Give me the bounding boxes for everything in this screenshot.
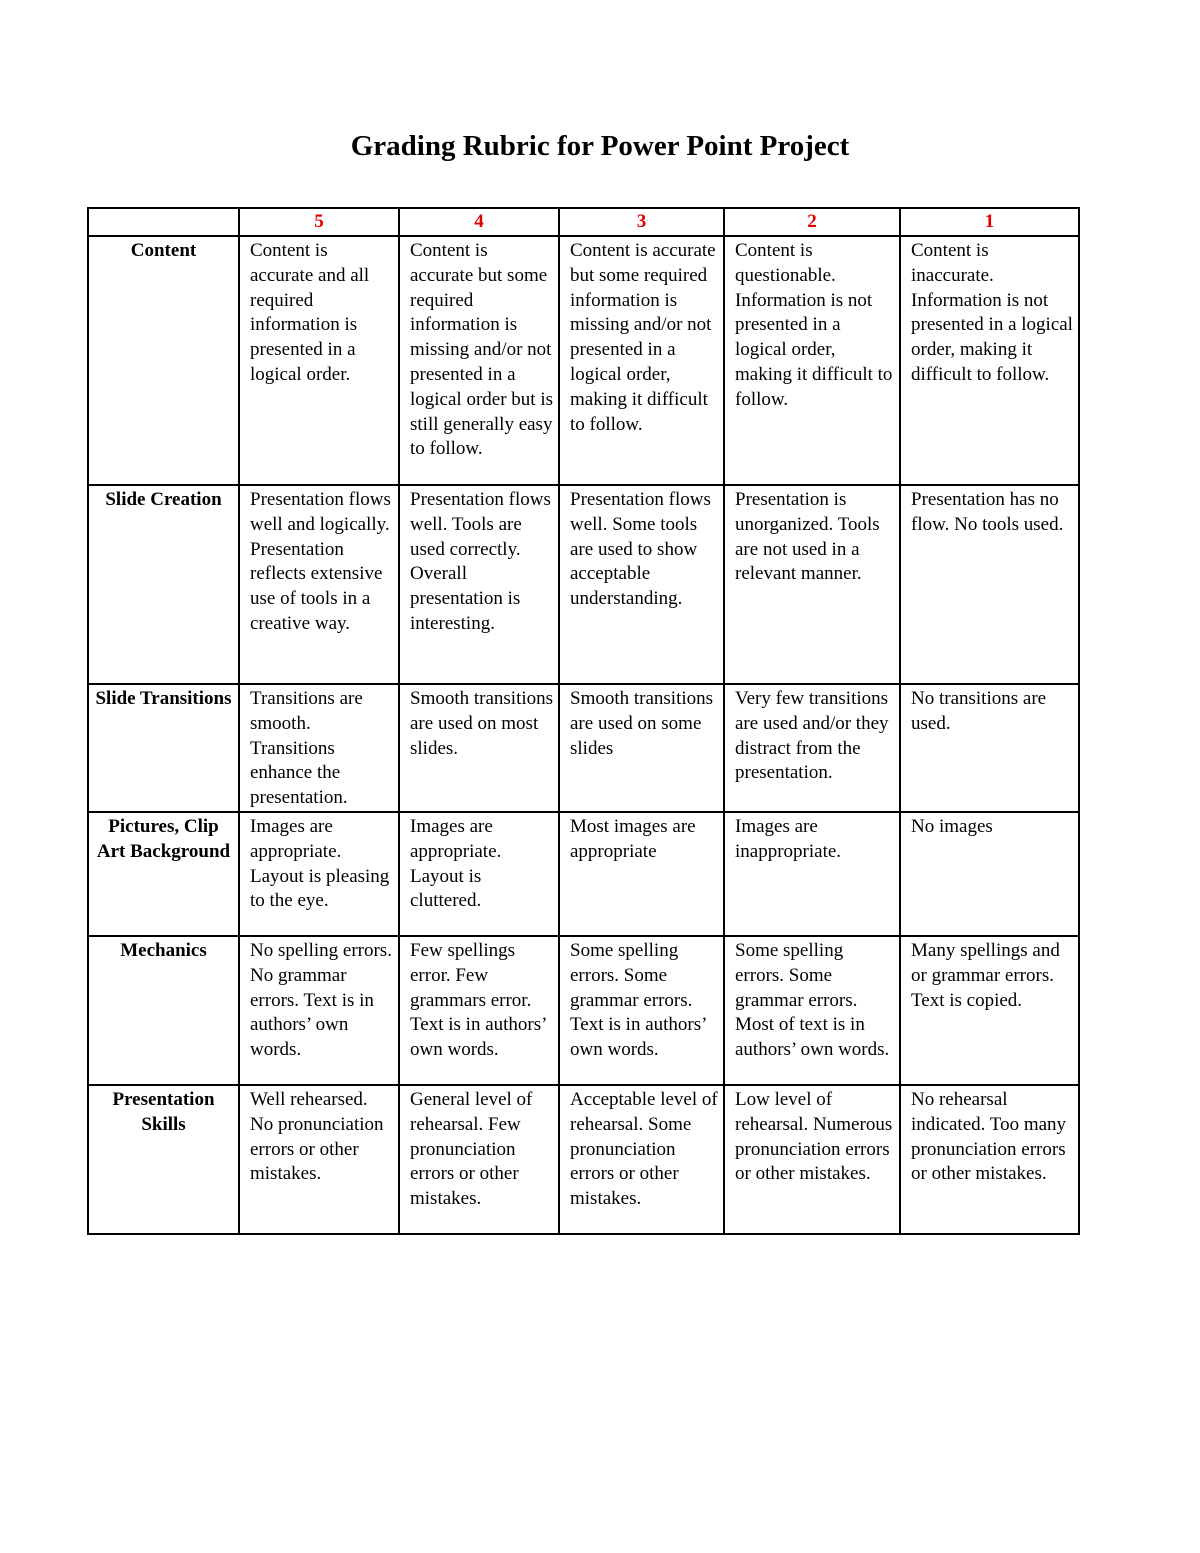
criterion-cell-score-2: Images are inappropriate.: [724, 812, 900, 936]
rubric-row-pictures: [88, 812, 1079, 936]
criterion-cell-score-3: Most images are appropriate: [559, 812, 724, 936]
criterion-cell-score-4: General level of rehearsal. Few pronunciation errors or other mistakes.: [399, 1085, 559, 1234]
score-header-1: 1: [900, 208, 1079, 236]
criterion-cell-score-1: No transitions are used.: [900, 684, 1079, 812]
criterion-cell-score-4: Smooth transitions are used on most slides.: [399, 684, 559, 812]
criterion-cell-score-1: Many spellings and or grammar errors. Text is copied.: [900, 936, 1079, 1085]
criterion-cell-score-4: Few spellings error. Few grammars error. Text is in authors’ own words.: [399, 936, 559, 1085]
score-header-2: 2: [724, 208, 900, 236]
category-label: Pictures, Clip Art Background: [88, 812, 239, 936]
corner-cell: [88, 208, 239, 236]
criterion-cell-score-2: Low level of rehearsal. Numerous pronunciation errors or other mistakes.: [724, 1085, 900, 1234]
criterion-cell-score-2: Content is questionable. Information is not presented in a logical order, making it difficult to follow.: [724, 236, 900, 485]
criterion-cell-score-4: Images are appropriate. Layout is cluttered.: [399, 812, 559, 936]
category-label: [88, 485, 239, 684]
criterion-cell-score-5: Images are appropriate. Layout is pleasing to the eye.: [239, 812, 399, 936]
category-label: Content: [88, 236, 239, 485]
rubric-row-presentation-skills: [88, 1085, 1079, 1234]
rubric-row-mechanics: [88, 936, 1079, 1085]
rubric-row-slide-transitions: [88, 684, 1079, 812]
document-title: Grading Rubric for Power Point Project: [350, 130, 850, 162]
criterion-cell-score-1: Content is inaccurate. Information is not presented in a logical order, making it difficult to follow.: [900, 236, 1079, 485]
criterion-cell-score-3: Acceptable level of rehearsal. Some pronunciation errors or other mistakes.: [559, 1085, 724, 1234]
rubric-row-slide-creation: [88, 485, 1079, 684]
criterion-cell-score-3: Content is accurate but some required information is missing and/or not presented in a logical order, making it difficult to follow.: [559, 236, 724, 485]
criterion-cell-score-2: Some spelling errors. Some grammar errors. Most of text is in authors’ own words.: [724, 936, 900, 1085]
criterion-cell-score-3: Smooth transitions are used on some slides: [559, 684, 724, 812]
criterion-cell-score-1: No rehearsal indicated. Too many pronunciation errors or other mistakes.: [900, 1085, 1079, 1234]
category-label: Presentation Skills: [88, 1085, 239, 1234]
category-label: Slide Transitions: [88, 684, 239, 812]
criterion-cell-score-3: Presentation flows well. Some tools are used to show acceptable understanding.: [559, 485, 724, 684]
score-header-5: 5: [239, 208, 399, 236]
score-header-4: 4: [399, 208, 559, 236]
criterion-cell-score-5: No spelling errors. No grammar errors. Text is in authors’ own words.: [239, 936, 399, 1085]
grading-rubric-table: [87, 207, 1080, 1235]
score-header-3: 3: [559, 208, 724, 236]
rubric-row-content: [88, 236, 1079, 485]
criterion-cell-score-1: No images: [900, 812, 1079, 936]
criterion-cell-score-4: Content is accurate but some required information is missing and/or not presented in a logical order but is still generally easy to follow.: [399, 236, 559, 485]
score-header-row: [88, 208, 1079, 236]
criterion-cell-score-1: Presentation has no flow. No tools used.: [900, 485, 1079, 684]
criterion-cell-score-2: Presentation is unorganized. Tools are not used in a relevant manner.: [724, 485, 900, 684]
category-label: Mechanics: [88, 936, 239, 1085]
criterion-cell-score-5: Content is accurate and all required information is presented in a logical order.: [239, 236, 399, 485]
criterion-cell-score-2: Very few transitions are used and/or they distract from the presentation.: [724, 684, 900, 812]
category-label-text: Slide Creation: [105, 489, 222, 510]
criterion-cell-score-5: Well rehearsed. No pronunciation errors or other mistakes.: [239, 1085, 399, 1234]
criterion-cell-score-5: Transitions are smooth. Transitions enhance the presentation.: [239, 684, 399, 812]
criterion-cell-score-3: Some spelling errors. Some grammar errors. Text is in authors’ own words.: [559, 936, 724, 1085]
criterion-cell-score-5: Presentation flows well and logically. Presentation reflects extensive use of tools in a creative way.: [239, 485, 399, 684]
criterion-cell-score-4: Presentation flows well. Tools are used correctly. Overall presentation is interesting.: [399, 485, 559, 684]
